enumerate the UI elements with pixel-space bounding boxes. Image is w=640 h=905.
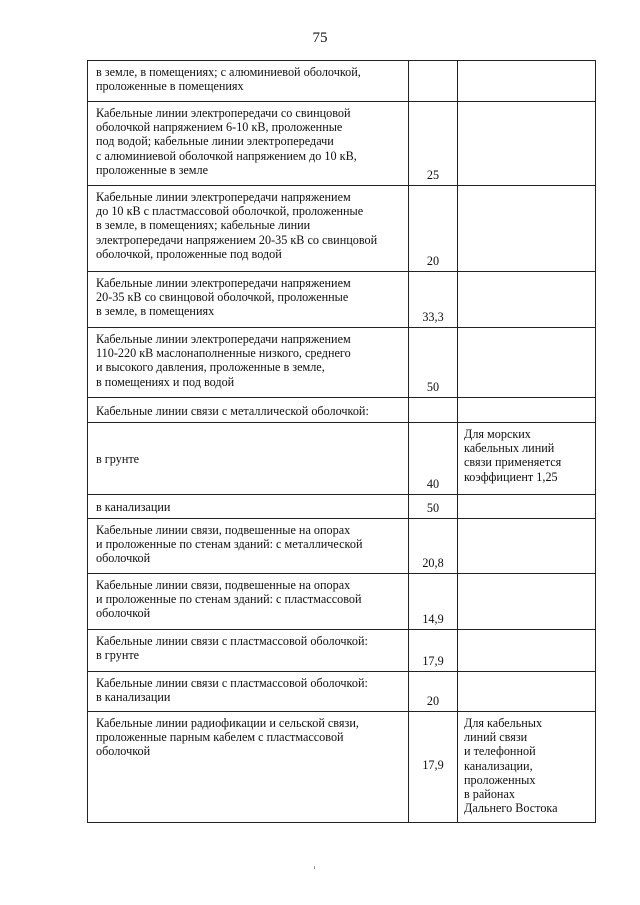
description-cell: [88, 672, 409, 712]
row-description: Кабельные линии связи с пластмассовой оболочкой: в канализации: [96, 676, 368, 705]
value-cell: [409, 519, 458, 574]
note-cell: [458, 712, 596, 823]
note-cell: [458, 61, 596, 102]
description-cell: [88, 102, 409, 186]
value-cell: [409, 712, 458, 823]
row-value: 17,9: [422, 758, 444, 773]
row-description: Кабельные линии связи с пластмассовой оболочкой: в грунте: [96, 634, 368, 663]
row-note: [458, 398, 595, 404]
description-cell: [88, 328, 409, 398]
row-note: [458, 519, 595, 525]
row-note: [458, 672, 595, 678]
value-cell: [409, 423, 458, 495]
row-value: 40: [426, 476, 440, 491]
table-row: [88, 712, 596, 823]
table-row: [88, 272, 596, 328]
row-value: 50: [426, 379, 440, 394]
row-value: 20: [426, 253, 440, 268]
note-cell: [458, 398, 596, 423]
row-description: Кабельные линии связи, подвешенные на опорах и проложенные по стенам зданий: с металлической оболочкой: [96, 523, 363, 566]
row-note: Для морских кабельных линий связи применяется коэффициент 1,25: [464, 427, 562, 484]
note-cell: [458, 672, 596, 712]
row-value: 20: [426, 693, 440, 708]
row-value: 25: [426, 167, 440, 182]
description-cell: [88, 630, 409, 672]
note-cell: [458, 186, 596, 272]
row-description: Кабельные линии электропередачи напряжением 110-220 кВ маслонаполненные низкого, среднего и высокого давления, проложенные в земле, в помещениях и под водой: [96, 332, 351, 389]
value-cell: [409, 186, 458, 272]
value-cell: [409, 102, 458, 186]
row-description: Кабельные линии электропередачи напряжением до 10 кВ с пластмассовой оболочкой, проложенные в земле, в помещениях; кабельные линии электропередачи напряжением 20-35 кВ со свинцовой оболочкой, проложенные под водой: [96, 190, 378, 261]
row-note: [458, 102, 595, 108]
row-value: 20,8: [422, 555, 444, 570]
description-cell: [88, 186, 409, 272]
description-cell: [88, 272, 409, 328]
table-row: [88, 186, 596, 272]
page-number: 75: [312, 30, 328, 46]
table-row: [88, 574, 596, 630]
table-row: [88, 630, 596, 672]
description-cell: [88, 61, 409, 102]
row-description: Кабельные линии связи, подвешенные на опорах и проложенные по стенам зданий: с пластмассовой оболочкой: [96, 578, 362, 621]
table-row: [88, 423, 596, 495]
value-cell: [409, 398, 458, 423]
value-cell: [409, 672, 458, 712]
description-cell: [88, 574, 409, 630]
description-cell: [88, 398, 409, 423]
row-note: Для кабельных линий связи и телефонной канализации, проложенных в районах Дальнего Востока: [464, 716, 558, 816]
depreciation-table: [87, 60, 596, 823]
note-cell: [458, 630, 596, 672]
table-row: [88, 102, 596, 186]
note-cell: [458, 328, 596, 398]
note-cell: [458, 102, 596, 186]
row-description: Кабельные линии электропередачи со свинцовой оболочкой напряжением 6-10 кВ, проложенные под водой; кабельные линии электропередачи с алюминиевой оболочкой напряжением до 10 кВ, проложенные в земле: [96, 106, 357, 177]
row-note: [458, 272, 595, 278]
note-cell: [458, 272, 596, 328]
note-cell: [458, 574, 596, 630]
table-row: [88, 328, 596, 398]
row-description: в канализации: [96, 500, 171, 515]
table-row: [88, 519, 596, 574]
row-description: в земле, в помещениях; с алюминиевой оболочкой, проложенные в помещениях: [96, 65, 361, 94]
note-cell: [458, 495, 596, 519]
scan-artifact: [314, 866, 315, 869]
row-note: [458, 186, 595, 192]
value-cell: [409, 574, 458, 630]
table-row: [88, 495, 596, 519]
value-cell: [409, 495, 458, 519]
row-description: в грунте: [96, 452, 140, 467]
table-row: [88, 61, 596, 102]
row-description: Кабельные линии электропередачи напряжением 20-35 кВ со свинцовой оболочкой, проложенные в земле, в помещениях: [96, 276, 351, 319]
row-value: 33,3: [422, 309, 444, 324]
row-value: 17,9: [422, 653, 444, 668]
row-note: [458, 574, 595, 580]
row-note: [458, 328, 595, 334]
note-cell: [458, 423, 596, 495]
value-cell: [409, 630, 458, 672]
row-value: 50: [426, 500, 440, 515]
note-cell: [458, 519, 596, 574]
description-cell: [88, 519, 409, 574]
row-value: 14,9: [422, 611, 444, 626]
value-cell: [409, 61, 458, 102]
table-row: [88, 672, 596, 712]
description-cell: [88, 712, 409, 823]
table-row: [88, 398, 596, 423]
row-note: [458, 495, 595, 501]
row-note: [458, 630, 595, 636]
description-cell: [88, 423, 409, 495]
row-description: Кабельные линии радиофикации и сельской связи, проложенные парным кабелем с пластмассовой оболочкой: [96, 716, 359, 759]
row-description: Кабельные линии связи с металлической оболочкой:: [96, 403, 369, 418]
value-cell: [409, 328, 458, 398]
value-cell: [409, 272, 458, 328]
row-note: [458, 61, 595, 67]
description-cell: [88, 495, 409, 519]
